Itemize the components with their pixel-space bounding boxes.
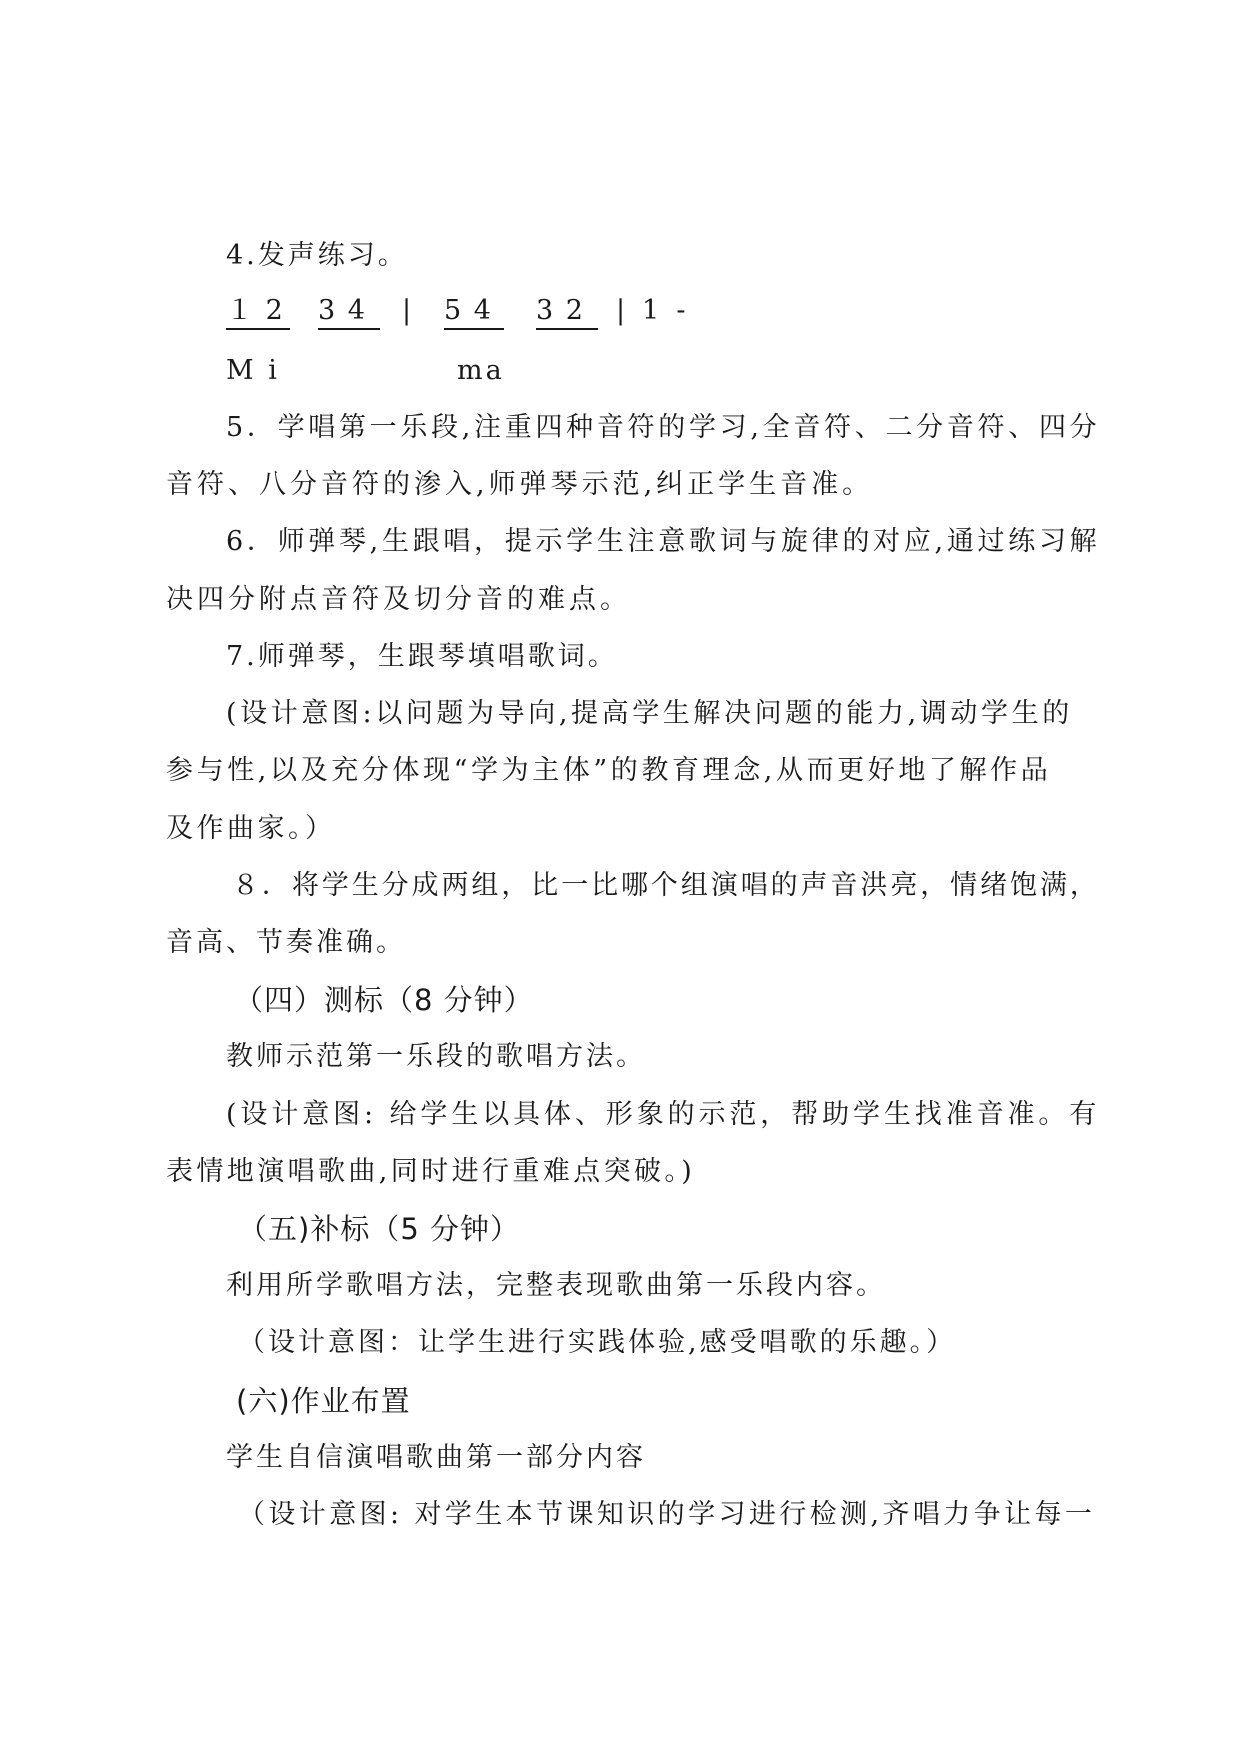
note-group-4: 3 2: [536, 294, 598, 330]
section-5-text: 利用所学歌唱方法，完整表现歌曲第一乐段内容。: [226, 1270, 886, 1301]
section-6-heading: (六)作业布置: [236, 1384, 411, 1418]
note-group-1: １ 2: [226, 294, 290, 330]
syllable-ma: ma: [457, 355, 505, 386]
step-6-line-1: 6．师弹琴,生跟唱，提示学生注意歌词与旋律的对应,通过练习解: [226, 526, 1101, 557]
step-5-line-1: 5．学唱第一乐段,注重四种音符的学习,全音符、二分音符、四分: [226, 412, 1101, 443]
section-5-heading: （五)补标（5 分钟）: [238, 1212, 520, 1246]
step-6-line-2: 决四分附点音符及切分音的难点。: [166, 584, 631, 615]
design-intent-2-line-2: 表情地演唱歌曲,同时进行重难点突破。): [166, 1156, 696, 1187]
step-8-line-2: 音高、节奏准确。: [166, 927, 406, 958]
final-note: 1 -: [642, 295, 686, 326]
design-intent-1-line-3: 及作曲家。）: [166, 813, 336, 844]
bar-line-1: |: [402, 295, 412, 326]
section-4-text: 教师示范第一乐段的歌唱方法。: [226, 1041, 646, 1072]
step-8-line-1: ８．将学生分成两组，比一比哪个组演唱的声音洪亮，情绪饱满，: [232, 870, 1100, 901]
note-group-3: 5 4: [444, 294, 504, 330]
design-intent-1-line-2: 参与性,以及充分体现“学为主体”的教育理念,从而更好地了解作品: [166, 755, 1052, 786]
section-4-heading: （四）测标（8 分钟）: [234, 983, 534, 1017]
step-7: 7.师弹琴，生跟琴填唱歌词。: [226, 641, 618, 672]
design-intent-1-line-1: (设计意图:以问题为导向,提高学生解决问题的能力,调动学生的: [226, 698, 1073, 729]
step-5-line-2: 音符、八分音符的渗入,师弹琴示范,纠正学生音准。: [166, 469, 874, 500]
exercise-heading: 4.发声练习。: [226, 240, 408, 271]
syllable-mi: M i: [226, 355, 280, 386]
note-group-2: 3 4: [318, 294, 380, 330]
bar-line-2: |: [616, 295, 626, 326]
design-intent-3: （设计意图：让学生进行实践体验,感受唱歌的乐趣。）: [238, 1327, 957, 1358]
design-intent-2-line-1: (设计意图: 给学生以具体、形象的示范，帮助学生找准音准。有: [226, 1099, 1101, 1130]
section-6-text: 学生自信演唱歌曲第一部分内容: [226, 1442, 646, 1473]
design-intent-4: （设计意图: 对学生本节课知识的学习进行检测,齐唱力争让每一: [238, 1499, 1096, 1530]
